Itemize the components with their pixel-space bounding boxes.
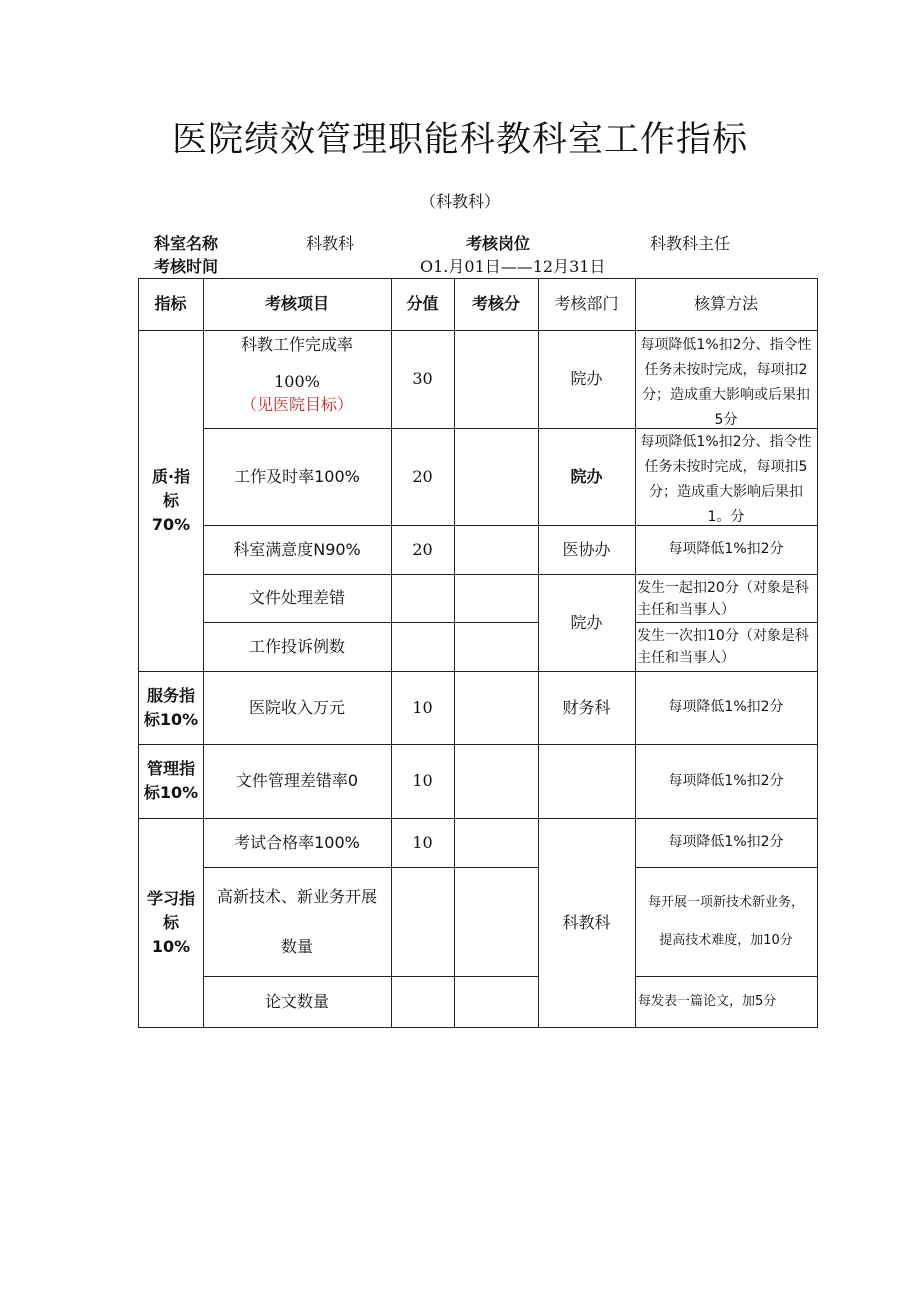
table-row-score: 10 (412, 771, 433, 790)
post-value: 科教科主任 (650, 234, 731, 253)
table-row-item: 论文数量 (264, 991, 329, 1011)
group-learning: 学习指标10% (146, 888, 195, 956)
table-row-dept (538, 744, 635, 818)
table-row-dept: 医协办 (562, 539, 611, 559)
table-row-dept: 院办 (570, 369, 603, 388)
table-row-item: 工作投诉例数 (248, 636, 345, 656)
dept-value: 科教科 (306, 234, 355, 253)
time-label: 考核时间 (154, 257, 219, 276)
dept-label: 科室名称 (154, 234, 219, 253)
table-row-method: 每项降低1%扣2分 (668, 699, 784, 715)
item-name: 科教工作完成率 (240, 335, 353, 354)
time-value: O1.月01日——12月31日 (420, 257, 606, 276)
table-row-item: 科室满意度N90% (233, 539, 361, 559)
header-indicator: 指标 (154, 294, 187, 313)
page-title: 医院绩效管理职能科教科室工作指标 (171, 120, 748, 160)
post-label: 考核岗位 (466, 234, 531, 253)
table-row-score (391, 867, 454, 976)
table-row-item: 文件处理差错 (248, 588, 345, 607)
header-method: 核算方法 (693, 294, 758, 313)
table-row-score (391, 622, 454, 671)
table-row-method: 每项降低1%扣2分 (668, 541, 784, 557)
header-item: 考核项目 (264, 294, 329, 313)
table-row-item: 高新技术、新业务开展数量 (216, 886, 377, 956)
item-extra: 100% (274, 372, 320, 391)
table-row-item: 工作及时率100% (234, 466, 360, 486)
table-row-score: 10 (412, 832, 433, 852)
table-row-dept: 财务科 (562, 697, 611, 717)
table-row-item: 文件管理差错率0 (235, 771, 359, 790)
header-score: 分值 (406, 294, 439, 313)
table-row-score: 20 (412, 466, 433, 486)
table-row-score: 20 (412, 539, 433, 559)
table-row-method: 每发表一篇论文，加5分 (638, 994, 777, 1009)
table-row-score: 30 (412, 369, 433, 388)
table-row-dept: 院办 (570, 466, 603, 486)
table-row-method: 每项降低1%扣2分、指令性任务未按时完成，每项扣2分；造成重大影响或后果扣5分 (640, 337, 812, 427)
group-management: 管理指标10% (143, 759, 199, 802)
group-service: 服务指标10% (143, 685, 199, 729)
table-row-item (203, 330, 391, 428)
merged-dept-office: 院办 (570, 612, 603, 632)
merged-dept-learning: 科教科 (562, 912, 611, 932)
table-row-score (391, 574, 454, 622)
header-result: 考核分 (471, 294, 520, 313)
item-note: （见医院目标） (240, 395, 353, 414)
table-row-score (391, 976, 454, 1027)
table-row-item: 医院收入万元 (248, 697, 345, 717)
table-row-item: 考试合格率100% (234, 832, 360, 852)
table-row-method: 每项降低1%扣2分 (668, 772, 784, 789)
table-row-method: 发生一起扣20分（对象是科主任和当事人） (637, 579, 809, 618)
table-row-method: 每项降低1%扣2分、指令性任务未按时完成，每项扣5分；造成重大影响后果扣1。分 (640, 434, 812, 524)
page-subtitle: （科教科） (419, 192, 500, 211)
table-row-method: 每项降低1%扣2分 (668, 834, 784, 850)
table-row-method: 每开展一项新技术新业务，提高技术难度，加10分 (647, 894, 804, 948)
table-row-score: 10 (412, 697, 433, 717)
header-dept: 考核部门 (554, 294, 619, 313)
table-row-method: 发生一次扣10分（对象是科主任和当事人） (637, 628, 809, 666)
group-quality: 质·指标70% (151, 466, 191, 534)
